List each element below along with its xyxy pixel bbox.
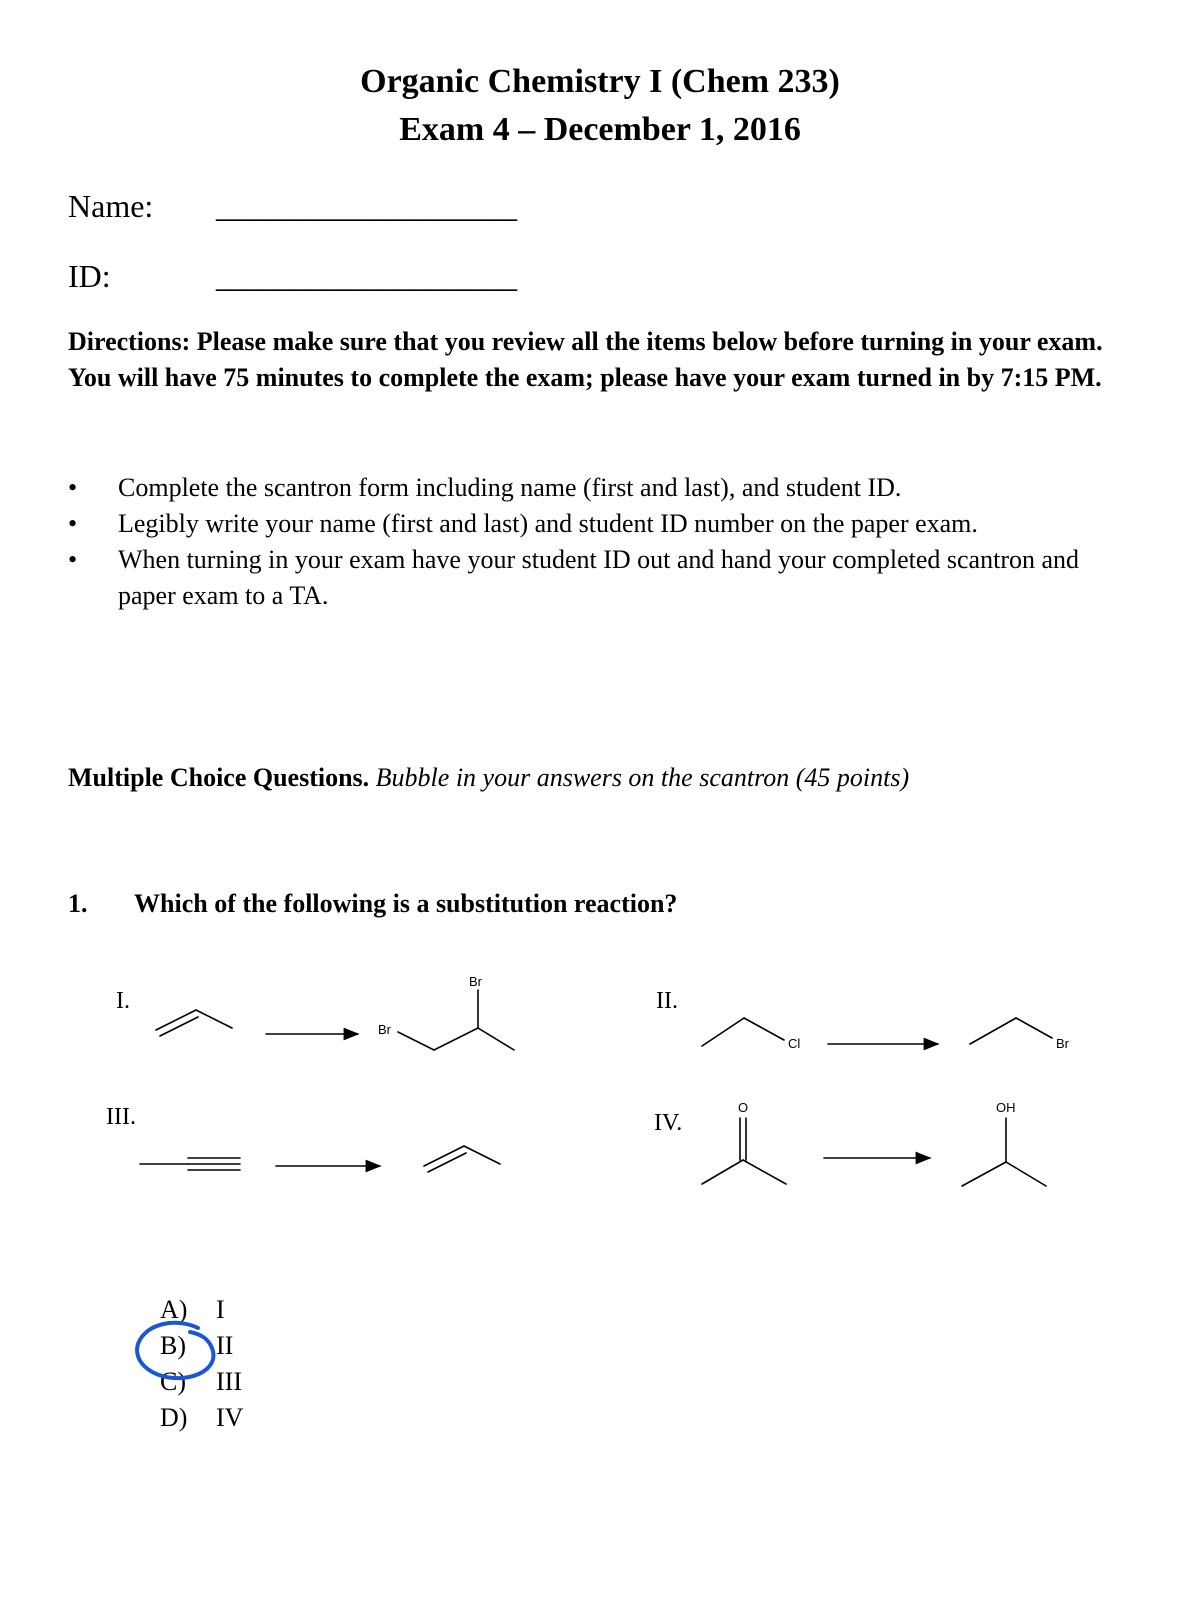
choice-letter: B) bbox=[160, 1331, 186, 1360]
bromoethane-bond-b bbox=[1016, 1018, 1052, 1038]
id-field-row bbox=[68, 256, 516, 296]
name-label: Name: bbox=[68, 188, 154, 224]
directions-text: Directions: Please make sure that you review all the items below before turning in your exam. You will have 75 minutes to complete the exam; please have your exam turned in by 7:15 PM. bbox=[68, 327, 1103, 392]
reaction-4 bbox=[654, 1100, 1046, 1186]
handwritten-circle-mark bbox=[128, 1318, 228, 1388]
question-1 bbox=[68, 886, 1168, 922]
reaction-2-label: II. bbox=[656, 988, 678, 1014]
mc-heading-italic: Bubble in your answers on the scantron (45 points) bbox=[375, 763, 910, 792]
propene-double-bond bbox=[156, 1010, 196, 1030]
instruction-item bbox=[68, 506, 1128, 542]
reaction-1 bbox=[116, 974, 514, 1050]
name-blank: ____________________ bbox=[216, 188, 516, 224]
instruction-item bbox=[68, 542, 1128, 614]
choice-text: II bbox=[216, 1331, 234, 1360]
reaction-4-oh-atom: OH bbox=[996, 1100, 1016, 1115]
propene-3-single bbox=[464, 1146, 500, 1164]
reaction-1-br-atom: Br bbox=[378, 1022, 391, 1037]
product-1-bond-a bbox=[398, 1032, 434, 1050]
choice-letter: C) bbox=[160, 1367, 186, 1396]
instruction-text: Complete the scantron form including name (first and last), and student ID. bbox=[118, 473, 902, 502]
chloroethane-bond-a bbox=[702, 1018, 744, 1046]
reaction-2-cl-atom: Cl bbox=[788, 1036, 801, 1051]
propene-double-bond-2 bbox=[160, 1017, 198, 1036]
acetone-bond-left bbox=[702, 1160, 743, 1184]
reaction-schemes bbox=[0, 960, 1200, 1220]
bromoethane-bond-a bbox=[970, 1018, 1016, 1044]
choice-letter: D) bbox=[160, 1403, 188, 1432]
choice-text: III bbox=[216, 1367, 242, 1396]
bullet-icon: • bbox=[68, 545, 78, 574]
instruction-text: Legibly write your name (first and last) and student ID number on the paper exam. bbox=[118, 509, 978, 538]
mc-heading-bold: Multiple Choice Questions. bbox=[68, 763, 370, 792]
acetone-bond-right bbox=[743, 1160, 786, 1184]
id-blank: ____________________ bbox=[216, 258, 516, 294]
name-field-row bbox=[68, 186, 516, 226]
id-label: ID: bbox=[68, 258, 111, 294]
question-number: 1. bbox=[68, 889, 88, 918]
reaction-1-br-top-atom: Br bbox=[469, 974, 482, 989]
choice-letter: A) bbox=[160, 1295, 188, 1324]
reaction-2-br-atom: Br bbox=[1056, 1036, 1069, 1051]
exam-title: Organic Chemistry I (Chem 233) bbox=[360, 63, 840, 100]
circle-stroke bbox=[137, 1323, 213, 1378]
instructions-list bbox=[68, 470, 1128, 614]
bullet-icon: • bbox=[68, 509, 78, 538]
question-text: Which of the following is a substitution reaction? bbox=[134, 889, 678, 918]
reaction-2 bbox=[656, 988, 1070, 1051]
instruction-text: When turning in your exam have your student ID out and hand your completed scantron and paper exam to a TA. bbox=[118, 545, 1080, 610]
choice-d[interactable] bbox=[160, 1400, 243, 1436]
chloroethane-bond-b bbox=[744, 1018, 784, 1040]
reaction-4-o-atom: O bbox=[738, 1100, 749, 1115]
propene-3-double-2 bbox=[428, 1153, 466, 1172]
isopropanol-bond-right bbox=[1006, 1162, 1046, 1186]
bullet-icon: • bbox=[68, 473, 78, 502]
reaction-4-label: IV. bbox=[654, 1110, 683, 1136]
reaction-3-label: III. bbox=[106, 1104, 136, 1130]
reaction-3 bbox=[106, 1104, 500, 1172]
choice-text: I bbox=[216, 1295, 225, 1324]
isopropanol-bond-left bbox=[962, 1162, 1006, 1186]
instruction-item bbox=[68, 470, 1128, 506]
product-1-bond-b bbox=[434, 1028, 478, 1050]
product-1-bond-c bbox=[478, 1028, 514, 1050]
multiple-choice-heading bbox=[68, 760, 1168, 796]
reaction-1-label: I. bbox=[116, 988, 130, 1014]
propene-3-double-1 bbox=[424, 1146, 464, 1166]
choice-text: IV bbox=[216, 1403, 244, 1432]
exam-subtitle: Exam 4 – December 1, 2016 bbox=[399, 111, 801, 148]
propene-single-bond bbox=[196, 1010, 232, 1028]
